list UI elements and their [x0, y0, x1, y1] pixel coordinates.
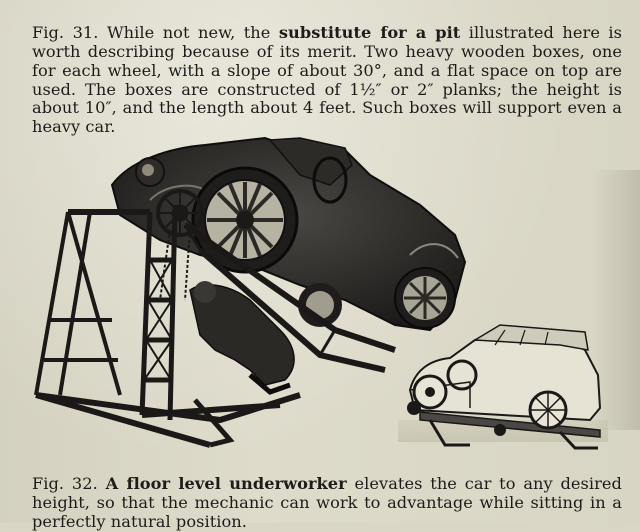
fig31-text-a: While not new, the — [106, 23, 271, 43]
mechanic-figure — [190, 281, 294, 392]
fig31-text-b: illustrated here is worth describing because of its merit. Two heavy wooden boxes, one for each wheel, with a slope of about 30°, and a flat space on top are used. The boxes are constructed of 1½″ or 2″ planks; the height is about 10″, and the length about 4 feet. Such boxes will support even a heavy car. — [32, 23, 623, 137]
fig32-bold-phrase: A floor level underworker — [105, 474, 347, 494]
fig32-text: elevates the car to any desired height, so that the mechanic can work to advantage while sitting in a perfectly natural position. — [32, 474, 622, 531]
car-wheel-rear — [395, 268, 455, 328]
page-edge-shadow — [594, 170, 640, 430]
small-car-on-lift — [398, 325, 608, 448]
fig31-label: Fig. 31. — [32, 23, 99, 43]
fig32-label: Fig. 32. — [32, 474, 98, 494]
fig31-bold-phrase: substitute for a pit — [278, 23, 461, 43]
fig32-caption — [32, 475, 622, 531]
